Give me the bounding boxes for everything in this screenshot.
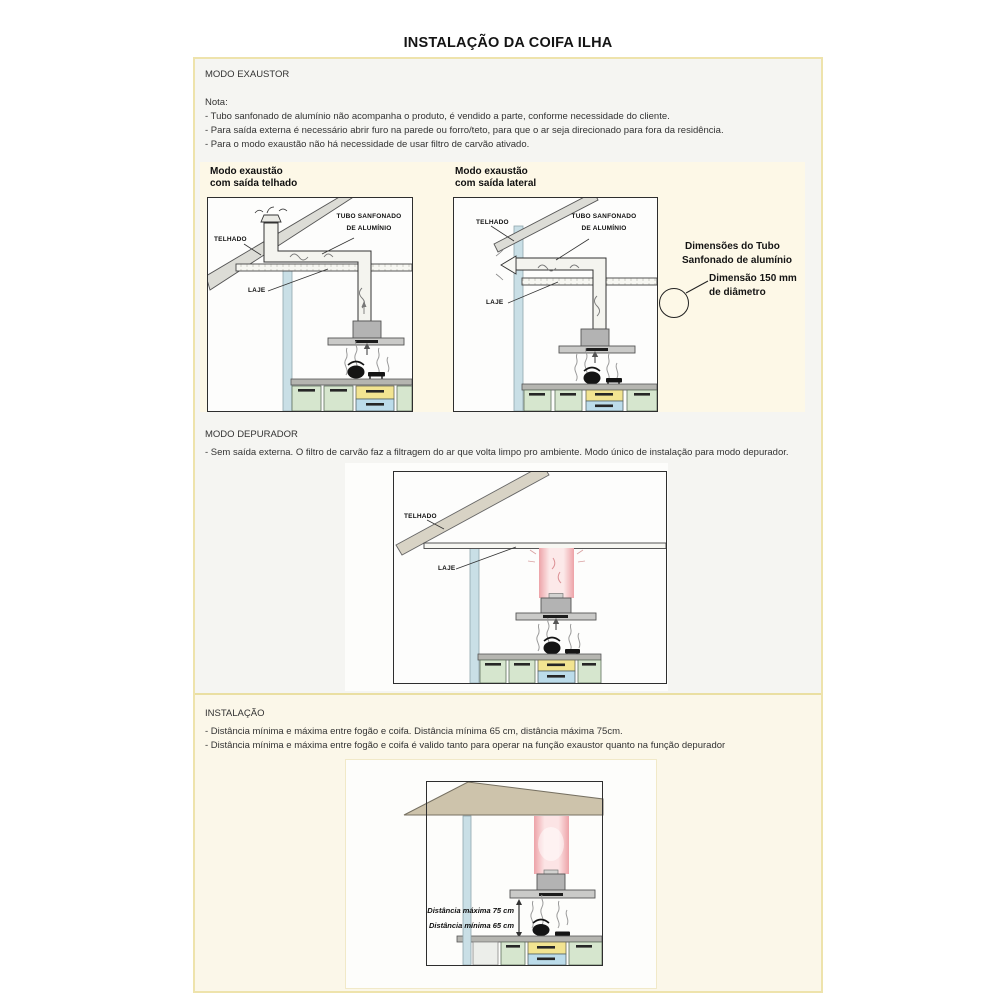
support-column	[470, 546, 479, 683]
figure-lateral-title-line1: Modo exaustão	[455, 166, 528, 177]
roof-vent-cap	[255, 207, 287, 222]
ceiling-slab	[424, 543, 666, 549]
figure-depurador-drawing	[394, 472, 666, 683]
support-column	[283, 270, 292, 411]
page-title: INSTALAÇÃO DA COIFA ILHA	[403, 35, 613, 51]
countertop	[522, 384, 657, 390]
kitchen-cabinets	[292, 386, 412, 411]
instalacao-figure-panel	[345, 759, 657, 989]
figure-lateral-exit	[453, 197, 658, 412]
tubo-label-line2: DE ALUMÍNIO	[581, 225, 627, 232]
exaustor-figures-panel	[200, 162, 805, 412]
telhado-label: TELHADO	[214, 236, 247, 243]
duct-dimensions-header-line2: Sanfonado de alumínio	[682, 255, 793, 266]
instalacao-note: - Distância mínima e máxima entre fogão e coifa é valido tanto para operar na função exaustor quanto na função depurador	[205, 740, 726, 751]
kitchen-cabinets	[473, 942, 602, 965]
depurador-figure-panel	[345, 463, 668, 691]
duct-diameter-line2: de diâmetro	[709, 287, 766, 298]
hood	[559, 329, 635, 363]
nota-item: - Para o modo exaustão não há necessidade de usar filtro de carvão ativado.	[205, 139, 530, 150]
wall-column	[514, 226, 523, 411]
figure-lateral-title-line2: com saída lateral	[455, 178, 537, 189]
distance-arrow	[516, 899, 522, 938]
figure-roof-exit	[207, 197, 413, 412]
tubo-sanfonado-label	[330, 213, 408, 233]
duct-diameter-line1: Dimensão 150 mm	[709, 273, 797, 284]
kitchen-cabinets	[524, 390, 657, 411]
ceiling-slab	[236, 264, 412, 271]
tubo-sanfonado-label	[564, 213, 644, 233]
hood	[516, 594, 596, 631]
recirculated-air-column	[534, 816, 569, 874]
laje-label: LAJE	[248, 287, 266, 294]
modo-depurador-heading: MODO DEPURADOR	[205, 429, 298, 440]
figure-roof-title-line2: com saída telhado	[210, 178, 298, 189]
telhado-label: TELHADO	[404, 513, 437, 520]
figure-distances-drawing	[427, 782, 602, 965]
nota-label: Nota:	[205, 97, 228, 108]
cooking-pots	[533, 920, 571, 939]
nota-item: - Para saída externa é necessário abrir furo na parede ou forro/teto, para que o ar seja direcionado para fora da residência.	[205, 125, 724, 136]
figure-depurador	[393, 471, 667, 684]
figure-roof-title-line1: Modo exaustão	[210, 166, 283, 177]
tubo-label-line1: TUBO SANFONADO	[336, 213, 402, 220]
laje-label: LAJE	[486, 299, 504, 306]
telhado-label: TELHADO	[476, 219, 509, 226]
countertop	[457, 936, 602, 942]
instalacao-heading: INSTALAÇÃO	[205, 708, 265, 719]
distance-max-label: Distância máxima 75 cm	[427, 906, 514, 915]
hood	[328, 321, 404, 355]
dimension-pointer-line	[678, 274, 714, 300]
figure-roof-title	[210, 166, 297, 190]
aluminum-duct	[496, 250, 606, 329]
nota-item: - Tubo sanfonado de alumínio não acompanha o produto, é vendido a parte, conforme necessidade do cliente.	[205, 111, 670, 122]
instalacao-section	[195, 693, 821, 991]
tubo-label-line2: DE ALUMÍNIO	[346, 225, 392, 232]
hood	[510, 870, 595, 898]
depurador-note: - Sem saída externa. O filtro de carvão faz a filtragem do ar que volta limpo pro ambiente. Modo único de instalação para modo depurador.	[205, 447, 789, 458]
support-column	[463, 816, 471, 965]
distance-min-label: Distância mínima 65 cm	[428, 921, 514, 930]
content-area	[193, 57, 823, 993]
instalacao-note: - Distância mínima e máxima entre fogão e coifa. Distância mínima 65 cm, distância máxima 75cm.	[205, 726, 623, 737]
figure-distances	[426, 781, 603, 966]
roof-band	[208, 198, 355, 290]
countertop	[291, 379, 412, 385]
modo-exaustor-heading: MODO EXAUSTOR	[205, 69, 290, 80]
recirculated-air-column	[528, 548, 585, 598]
figure-lateral-title	[455, 166, 536, 190]
cooking-pots	[584, 368, 623, 385]
cooking-pots	[544, 638, 581, 656]
countertop	[478, 654, 601, 660]
kitchen-cabinets	[480, 660, 601, 683]
laje-label: LAJE	[438, 565, 456, 572]
tubo-label-line1: TUBO SANFONADO	[571, 213, 637, 220]
steam-lines	[531, 895, 568, 928]
duct-dimensions-header-line1: Dimensões do Tubo	[685, 241, 780, 252]
ceiling-slab	[522, 278, 657, 285]
